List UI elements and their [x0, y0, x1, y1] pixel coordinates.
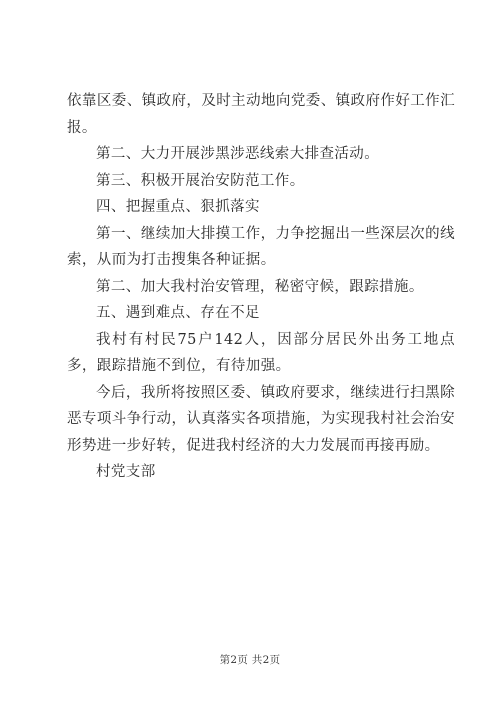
section-heading-five: 五、遇到难点、存在不足 [96, 305, 260, 321]
signature-org: 村党支部 [96, 464, 156, 480]
paragraph-section-four-item-two: 第二、加大我村治安管理，秘密守候，跟踪措施。 [96, 278, 424, 295]
paragraph-shortcomings: 我村有村民75户142人，因部分居民外出务工地点多，跟踪措施不到位，有待加强。 [67, 331, 455, 374]
paragraph-section-four-item-one: 第一、继续加大排摸工作，力争挖掘出一些深层次的线索，从而为打击搜集各种证据。 [67, 225, 455, 268]
paragraph-future-plan: 今后，我所将按照区委、镇政府要求，继续进行扫黑除恶专项斗争行动，认真落实各项措施，为实现我村社会治安形势进一步好转，促进我村经济的大力发展而再接再励。 [67, 384, 455, 454]
paragraph-continuation: 依靠区委、镇政府，及时主动地向党委、镇政府作好工作汇报。 [67, 93, 455, 136]
document-body [67, 88, 455, 486]
paragraph-item-two: 第二、大力开展涉黑涉恶线索大排查活动。 [96, 146, 380, 162]
paragraph-item-three: 第三、积极开展治安防范工作。 [96, 172, 305, 189]
section-heading-four: 四、把握重点、狠抓落实 [96, 199, 260, 215]
page-number-footer: 第2页 共2页 [219, 654, 281, 666]
